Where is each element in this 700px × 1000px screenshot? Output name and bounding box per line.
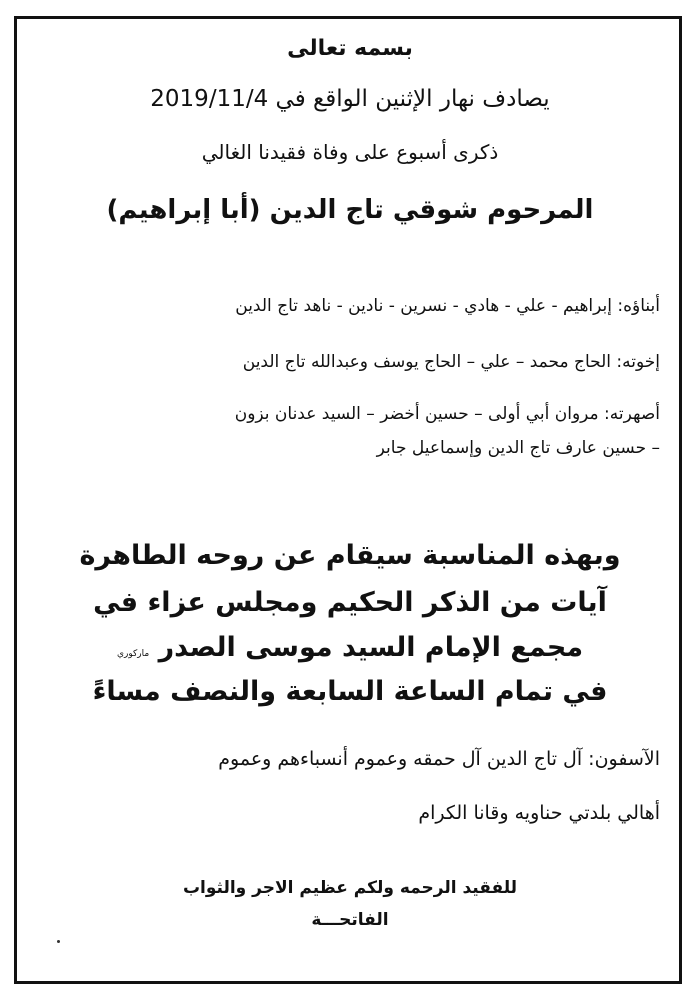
occasion-line: ذكرى أسبوع على وفاة فقيدنا الغالي: [201, 140, 499, 164]
fatiha-line: الفاتحـــة: [311, 910, 389, 930]
mourners-line-2: أهالي بلدتي حناويه وقانا الكرام: [418, 802, 660, 824]
date-line: يصادف نهار الإثنين الواقع في 2019/11/4: [150, 86, 550, 112]
in-laws-line-1: أصهرته: مروان أبي أولى – حسين أخضر – السيد عدنان بزون: [234, 404, 660, 424]
occasion-text-4: في تمام الساعة السابعة والنصف مساءً: [92, 676, 608, 707]
venue-note: ماركوري: [116, 649, 150, 659]
header-basmala: بسمه تعالى: [287, 36, 413, 61]
venue-name: مجمع الإمام السيد موسى الصدر: [158, 632, 584, 663]
mourners-line-1: الآسفون: آل تاج الدين آل حمقه وعموم أنسباءهم وعموم: [218, 748, 660, 770]
occasion-text-1: وبهذه المناسبة سيقام عن روحه الطاهرة: [79, 540, 621, 571]
in-laws-line-2: – حسين عارف تاج الدين وإسماعيل جابر: [376, 438, 660, 458]
occasion-text-2: آيات من الذكر الحكيم ومجلس عزاء في: [93, 587, 607, 618]
deceased-name: المرحوم شوقي تاج الدين (أبا إبراهيم): [106, 195, 594, 225]
closing-line: للفقيد الرحمه ولكم عظيم الاجر والثواب: [182, 878, 518, 898]
sons-line: أبناؤه: إبراهيم - علي - هادي - نسرين - نادين - ناهد تاج الدين: [235, 296, 660, 316]
scan-speck: [57, 940, 60, 943]
brothers-line: إخوته: الحاج محمد – علي – الحاج يوسف وعبدالله تاج الدين: [242, 352, 660, 372]
occasion-text-3: [40, 632, 660, 663]
